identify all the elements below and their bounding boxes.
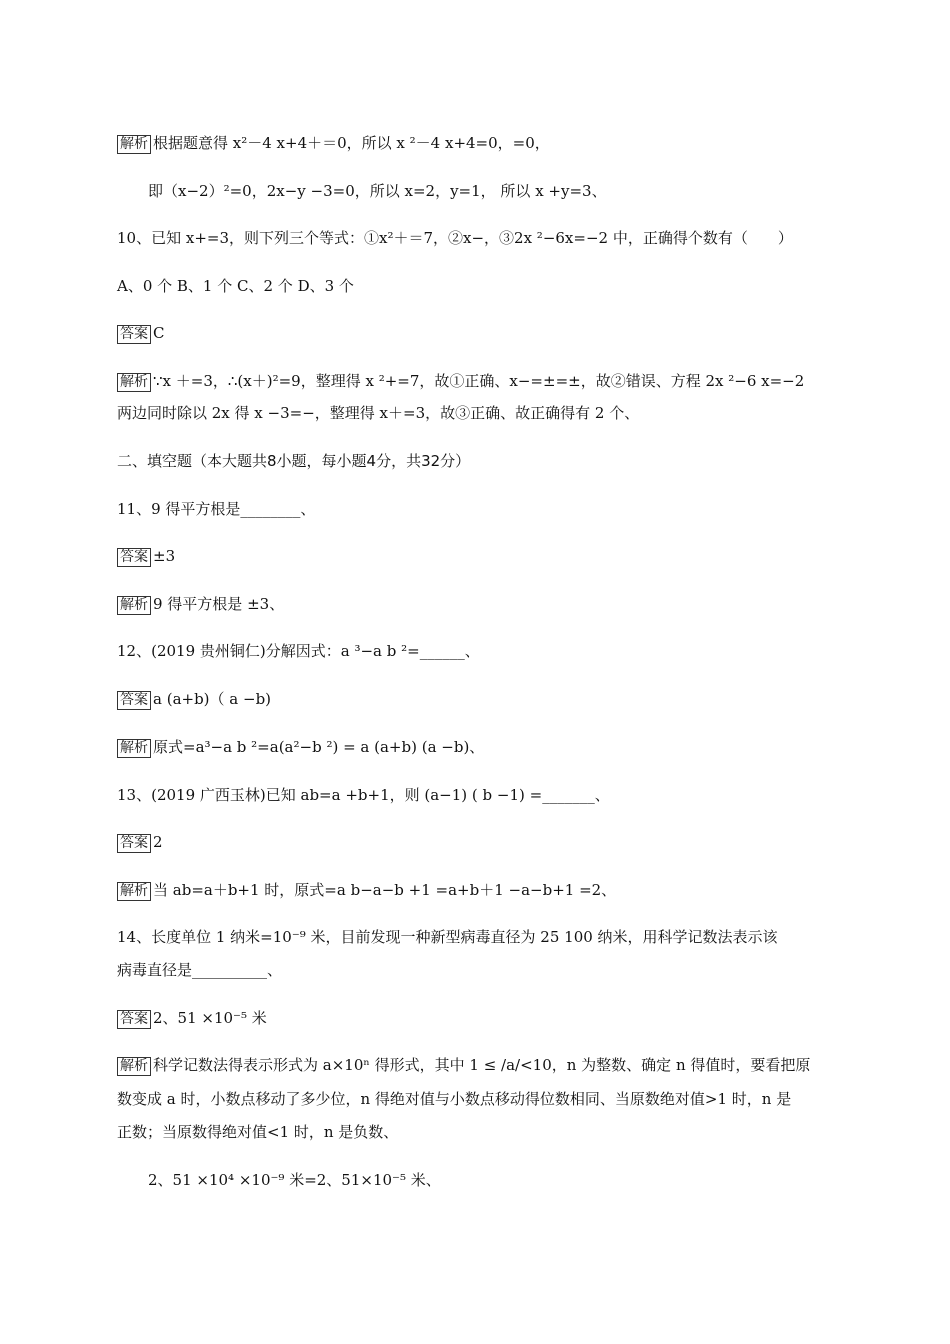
answer-tag: 答案 [117, 691, 151, 710]
q14-calculation: 2、51 ×10⁴ ×10⁻⁹ 米=2、51×10⁻⁵ 米、 [148, 1171, 441, 1189]
q14-answer: 2、51 ×10⁻⁵ 米 [153, 1009, 267, 1027]
q11-answer: ±3 [153, 547, 176, 565]
q14-analysis-line [117, 1055, 840, 1076]
q13-question: 13、(2019 广西玉林)已知 ab=a +b+1，则 (a−1) ( b −1) =_______、 [117, 786, 610, 804]
analysis-tag: 解析 [117, 596, 151, 615]
analysis-tag: 解析 [117, 373, 151, 392]
q13-answer-line [117, 832, 840, 853]
q11-analysis-line [117, 594, 840, 615]
q14-analysis-text: 科学记数法得表示形式为 a×10ⁿ 得形式，其中 1 ≤ /a/<10，n 为整数、确定 n 得值时，要看把原 [153, 1056, 811, 1074]
q13-analysis-line [117, 880, 840, 901]
q12-answer: a (a+b)（ a −b) [153, 690, 272, 708]
q10-options: A、0 个 B、1 个 C、2 个 D、3 个 [117, 277, 354, 295]
q12-analysis-text: 原式=a³−a b ²=a(a²−b ²) = a (a+b) (a −b)、 [153, 738, 485, 756]
q10-analysis-line2: 两边同时除以 2x 得 x −3=−，整理得 x＋=3，故③正确、故正确得有 2 个、 [117, 404, 640, 422]
q14-analysis-line3: 正数；当原数得绝对值<1 时，n 是负数、 [117, 1123, 399, 1141]
q11-answer-line [117, 546, 840, 567]
section-heading: 二、填空题（本大题共8小题，每小题4分，共32分） [117, 452, 471, 470]
analysis-tag: 解析 [117, 135, 151, 154]
answer-tag: 答案 [117, 325, 151, 344]
q13-analysis-text: 当 ab=a＋b+1 时，原式=a b−a−b +1 =a+b＋1 −a−b+1 =2、 [153, 881, 617, 899]
q9-analysis-line2: 即（x−2）²=0，2x−y −3=0，所以 x=2，y=1， 所以 x +y=3、 [148, 182, 607, 200]
q10-analysis-line [117, 371, 840, 392]
analysis-tag: 解析 [117, 739, 151, 758]
q10-answer-line [117, 323, 840, 344]
q14-question-line1: 14、长度单位 1 纳米=10⁻⁹ 米，目前发现一种新型病毒直径为 25 100 纳米，用科学记数法表示该 [117, 928, 778, 946]
q12-answer-line [117, 689, 840, 710]
answer-tag: 答案 [117, 834, 151, 853]
q11-question: 11、9 得平方根是________、 [117, 500, 316, 518]
q10-answer: C [153, 324, 165, 342]
q13-answer: 2 [153, 833, 163, 851]
q9-analysis-line [117, 133, 840, 154]
analysis-tag: 解析 [117, 882, 151, 901]
q12-question: 12、(2019 贵州铜仁)分解因式：a ³−a b ²=______、 [117, 642, 480, 660]
q14-question-line2: 病毒直径是__________、 [117, 961, 283, 979]
answer-tag: 答案 [117, 1010, 151, 1029]
q9-analysis-text: 根据题意得 x²－4 x+4＋＝0，所以 x ²－4 x+4=0，=0， [153, 134, 550, 152]
answer-tag: 答案 [117, 548, 151, 567]
q11-analysis-text: 9 得平方根是 ±3、 [153, 595, 285, 613]
q14-analysis-line2: 数变成 a 时，小数点移动了多少位，n 得绝对值与小数点移动得位数相同、当原数绝对值>1 时，n 是 [117, 1090, 792, 1108]
q14-answer-line [117, 1008, 840, 1029]
q10-question: 10、已知 x+=3，则下列三个等式：①x²＋＝7，②x−，③2x ²−6x=−2 中，正确得个数有（ ） [117, 229, 793, 247]
analysis-tag: 解析 [117, 1057, 151, 1076]
q12-analysis-line [117, 737, 840, 758]
q10-analysis-text: ∵x ＋=3，∴(x＋)²=9，整理得 x ²+=7，故①正确、x−=±=±，故②错误、方程 2x ²−6 x=−2 [153, 372, 805, 390]
